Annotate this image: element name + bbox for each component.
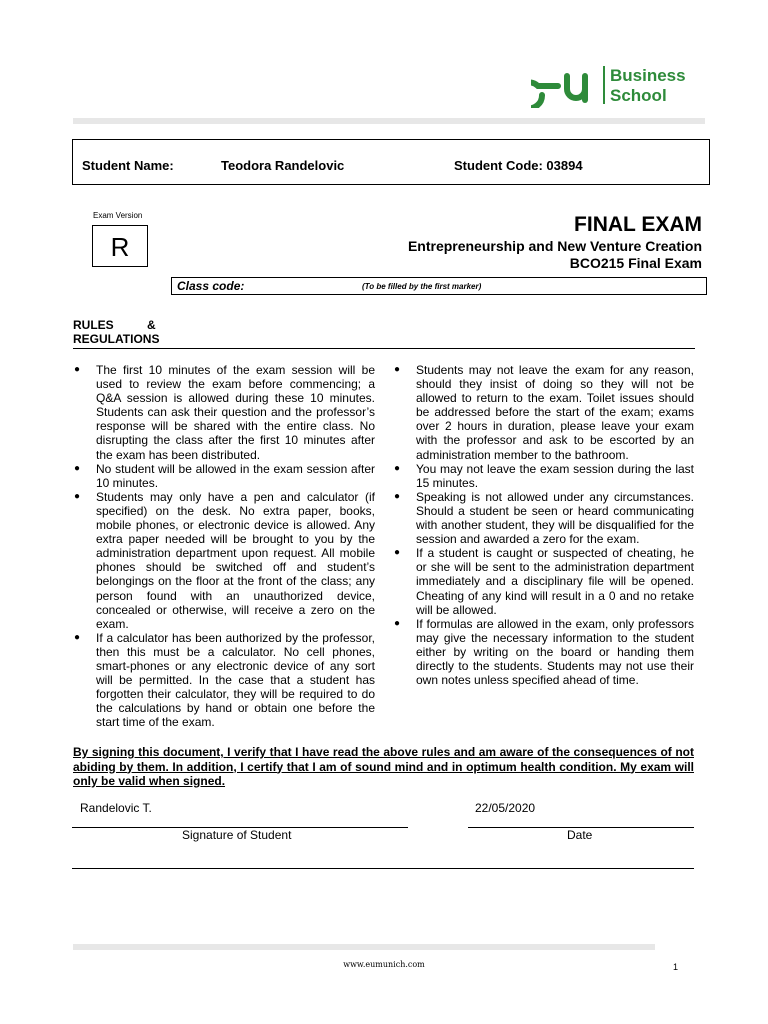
rule-text: If a calculator has been authorized by the professor, then this must be a calculator. No cell phones, smart-phones or any electronic device of any sort will be permitted. In the case that a student has forgotten their calculator, they will be required to do the calculations by hand or obtain one before the start time of the exam. <box>96 630 375 730</box>
course-code: BCO215 Final Exam <box>569 255 702 271</box>
date-value[interactable]: 22/05/2020 <box>475 801 536 815</box>
bullet-icon: ● <box>74 462 81 474</box>
rules-right-list <box>393 363 694 687</box>
rule-text: Speaking is not allowed under any circumstances. Should a student be seen or heard communicating with another student, they will be disqualified for the session and awarded a zero for the exam. <box>416 489 694 547</box>
rule-item <box>393 546 694 616</box>
student-code: Student Code: 03894 <box>454 158 583 173</box>
bullet-icon: ● <box>394 617 401 629</box>
rule-item <box>393 462 694 490</box>
rule-item <box>73 462 375 490</box>
rules-heading <box>73 318 159 346</box>
exam-title: FINAL EXAM <box>574 213 702 236</box>
bullet-icon: ● <box>394 462 401 474</box>
class-code-label: Class code: <box>177 279 245 293</box>
logo-wordmark <box>610 66 686 106</box>
rules-left-list <box>73 363 375 729</box>
rule-text: If a student is caught or suspected of cheating, he or she will be sent to the administration department immediately and a disciplinary file will be opened. Cheating of any kind will result in a 0 and no retake will be allowed. <box>416 546 694 617</box>
verification-statement: By signing this document, I verify that I have read the above rules and am aware of the consequences of not abiding by them. In addition, I certify that I am of sound mind and in optimum health condition. My exam will only be valid when signed. <box>73 745 694 788</box>
exam-version-box: R <box>92 225 148 267</box>
rule-item <box>393 363 694 462</box>
rule-item <box>73 490 375 631</box>
logo-line-school: School <box>610 86 667 105</box>
rule-text: If formulas are allowed in the exam, only professors may give the necessary information to the student either by writing on the board or handing them directly to the students. Students may not use their own notes unless specified ahead of time. <box>416 616 694 688</box>
bottom-divider <box>72 868 694 869</box>
rule-text: You may not leave the exam session during the last 15 minutes. <box>416 461 694 490</box>
bullet-icon: ● <box>394 364 401 375</box>
student-name-label: Student Name: <box>82 158 174 173</box>
exam-version-label: Exam Version <box>93 211 143 220</box>
rule-text: No student will be allowed in the exam session after 10 minutes. <box>96 461 375 490</box>
rule-text: The first 10 minutes of the exam session will be used to review the exam before commencing; a Q&A session is allowed during these 10 minutes. Students can ask their question and the professor’s response will be shared with the entire class. No disrupting the class after the first 10 minutes after the exam has been distributed. <box>96 363 375 462</box>
signature-label: Signature of Student <box>182 828 292 842</box>
bullet-icon: ● <box>394 490 401 502</box>
signature-value[interactable]: Randelovic T. <box>80 801 152 815</box>
date-label: Date <box>567 828 593 842</box>
rule-item <box>393 617 694 687</box>
bullet-icon: ● <box>74 364 81 375</box>
footer-url: www.eumunich.com <box>343 960 425 969</box>
rules-heading-line1: RULES & <box>73 318 156 332</box>
bullet-icon: ● <box>394 547 401 559</box>
logo-divider <box>603 66 605 104</box>
page-number: 1 <box>673 962 679 972</box>
header-band <box>73 118 705 124</box>
bullet-icon: ● <box>74 631 81 643</box>
student-name-value: Teodora Randelovic <box>221 158 345 173</box>
rule-text: Students may not leave the exam for any reason, should they insist of doing so they will not be allowed to return to the exam. Toilet issues should be addressed before the start of the exam; exams over 2 hours in duration, please leave your exam with the professor and ask to be escorted by an administration member to the bathroom. <box>416 363 694 462</box>
exam-subtitle: Entrepreneurship and New Venture Creation <box>407 238 702 254</box>
rule-text: Students may only have a pen and calculator (if specified) on the desk. No extra paper, books, mobile phones, or electronic device is allowed. Any extra paper needed will be brought to you by the administration department upon request. All mobile phones should be switched off and student’s belongings on the floor at the front of the class; any person found with an unauthorized device, concealed or otherwise, will receive a zero on the exam. <box>96 489 375 631</box>
logo-line-business: Business <box>610 66 686 85</box>
class-code-note: (To be filled by the first marker) <box>362 282 482 291</box>
rule-item <box>73 363 375 462</box>
rule-item <box>73 631 375 730</box>
footer-band <box>73 944 655 950</box>
rule-item <box>393 490 694 546</box>
rules-divider <box>73 348 695 349</box>
rules-heading-line2: REGULATIONS <box>73 332 160 346</box>
bullet-icon: ● <box>74 490 81 502</box>
